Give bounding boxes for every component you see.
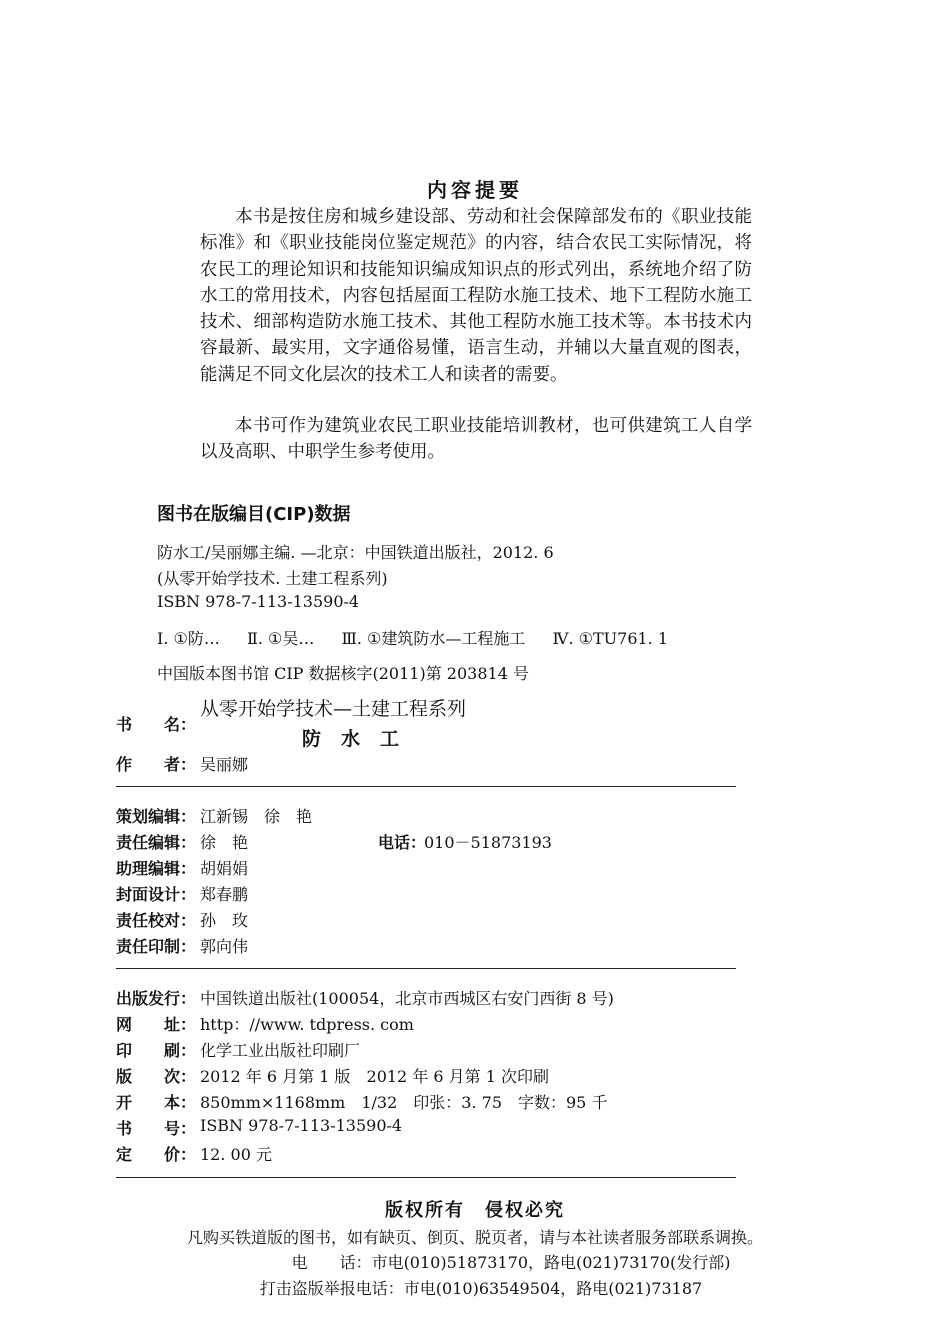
cip-classification-item: Ⅰ. ①防…	[157, 629, 220, 648]
editor-value: 徐 艳	[200, 833, 249, 852]
website-link[interactable]: http：//www. tdpress. com	[200, 1015, 414, 1034]
divider	[116, 968, 736, 969]
publication-label: 网 址：	[116, 1015, 197, 1034]
editor-value: 孙 玫	[200, 911, 249, 930]
editor-label: 策划编辑：	[116, 807, 197, 826]
copyright-notice: 凡购买铁道版的图书，如有缺页、倒页、脱页者，请与本社读者服务部联系调换。	[186, 1228, 763, 1247]
cip-isbn-line: ISBN 978-7-113-13590-4	[157, 592, 360, 611]
cip-classification-item: Ⅲ. ①建筑防水—工程施工	[341, 629, 526, 648]
publication-label: 开 本：	[116, 1093, 197, 1112]
cip-classification-item: Ⅱ. ①吴…	[246, 629, 315, 648]
summary-title: 内容提要	[427, 178, 523, 202]
editor-value: 江新锡 徐 艳	[200, 807, 313, 826]
author-name: 吴丽娜	[200, 755, 249, 774]
summary-paragraph-1: 本书是按住房和城乡建设部、劳动和社会保障部发布的《职业技能标准》和《职业技能岗位鉴定规范》的内容，结合农民工实际情况，将农民工的理论知识和技能知识编成知识点的形式列出，系统地介绍了防水工的常用技术，内容包括屋面工程防水施工技术、地下工程防水施工技术、细部构造防水施工技术、其他工程防水施工技术等。本书技术内容最新、最实用，文字通俗易懂，语言生动，并辅以大量直观的图表，能满足不同文化层次的技术工人和读者的需要。	[200, 207, 752, 385]
cip-bibliographic-line: 防水工/吴丽娜主编. —北京：中国铁道出版社，2012. 6	[157, 543, 554, 562]
cip-series-line: (从零开始学技术. 土建工程系列)	[157, 569, 388, 588]
editor-label: 责任印制：	[116, 937, 197, 956]
author-label: 作 者：	[116, 755, 197, 774]
cip-heading: 图书在版编目(CIP)数据	[157, 504, 351, 525]
editor-label: 封面设计：	[116, 885, 197, 904]
publication-label: 印 刷：	[116, 1041, 197, 1060]
divider	[116, 786, 736, 787]
publication-value: ISBN 978-7-113-13590-4	[200, 1116, 403, 1135]
publication-label: 书 号：	[116, 1119, 197, 1138]
publication-value: 12. 00 元	[200, 1145, 272, 1164]
publication-label: 定 价：	[116, 1145, 197, 1164]
cip-classification-line	[157, 626, 668, 649]
editor-value: 郑春鹏	[200, 885, 249, 904]
editor-value: 郭向伟	[200, 937, 249, 956]
publication-value: 850mm×1168mm 1/32 印张：3. 75 字数：95 千	[200, 1093, 608, 1112]
editor-label: 责任校对：	[116, 911, 197, 930]
publication-value: 中国铁道出版社(100054，北京市西城区右安门西街 8 号)	[200, 989, 614, 1008]
publication-label: 出版发行：	[116, 989, 197, 1008]
phone-label: 电话：	[378, 833, 427, 852]
cip-classification-item: Ⅳ. ①TU761. 1	[552, 629, 669, 648]
book-title-label: 书 名：	[116, 715, 197, 734]
copyright-title: 版权所有 侵权必究	[385, 1200, 565, 1221]
copyright-phone: 电 话：市电(010)51873170，路电(021)73170(发行部)	[291, 1253, 731, 1272]
book-series-title: 从零开始学技术—土建工程系列	[200, 698, 467, 720]
editor-label: 责任编辑：	[116, 833, 197, 852]
divider	[116, 1177, 736, 1178]
publication-value: 2012 年 6 月第 1 版 2012 年 6 月第 1 次印刷	[200, 1067, 550, 1086]
publication-label: 版 次：	[116, 1067, 197, 1086]
publication-value: 化学工业出版社印刷厂	[200, 1041, 361, 1060]
editor-label: 助理编辑：	[116, 859, 197, 878]
cip-record-number: 中国版本图书馆 CIP 数据核字(2011)第 203814 号	[157, 664, 529, 683]
editor-value: 胡娟娟	[200, 859, 249, 878]
phone-number: 010－51873193	[424, 833, 552, 852]
anti-piracy-phone: 打击盗版举报电话：市电(010)63549504，路电(021)73187	[259, 1279, 703, 1298]
book-main-title: 防水工	[302, 728, 420, 750]
summary-paragraph-2: 本书可作为建筑业农民工职业技能培训教材，也可供建筑工人自学以及高职、中职学生参考使用。	[200, 416, 752, 463]
